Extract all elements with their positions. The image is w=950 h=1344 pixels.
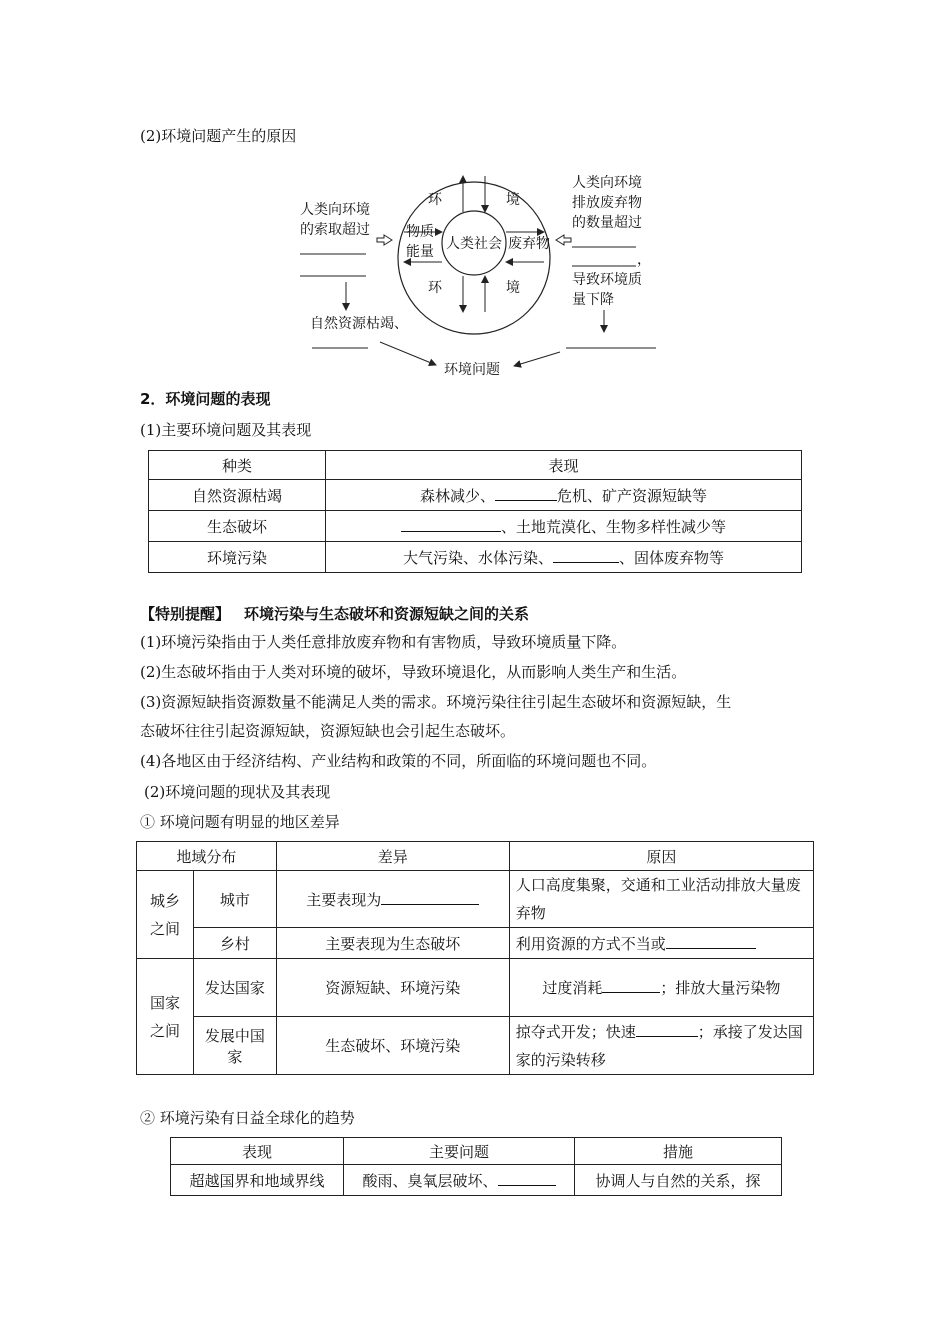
regional-diff-table <box>136 841 814 1075</box>
tip-paragraph: (4)各地区由于经济结构、产业结构和政策的不同，所面临的环境问题也不同。 <box>140 752 657 770</box>
causes-diagram <box>0 0 950 390</box>
table-cell: 人口高度集聚，交通和工业活动排放大量废弃物 <box>509 871 813 928</box>
tip-heading <box>140 604 529 624</box>
arrow <box>377 235 392 245</box>
section-heading-performance: 2．环境问题的表现 <box>140 390 271 408</box>
right-text: 人类向环境 <box>572 175 642 191</box>
right-text: ， <box>637 252 651 268</box>
ring-label: 环 <box>428 280 442 296</box>
table-cell: 主要表现为生态破坏 <box>276 928 509 959</box>
subheading-regional-diff: ① 环境问题有明显的地区差异 <box>140 813 340 831</box>
center-label: 人类社会 <box>446 236 502 252</box>
table-row <box>171 1165 782 1196</box>
main-problems-table <box>148 450 802 573</box>
tip-label: 【特别提醒】 <box>140 605 231 623</box>
table-cell: 发达国家 <box>194 959 277 1017</box>
table-header: 主要问题 <box>344 1138 575 1165</box>
table-cell: 国家之间 <box>137 959 194 1075</box>
tip-paragraph: (1)环境污染指由于人类任意排放废弃物和有害物质，导致环境质量下降。 <box>140 633 627 651</box>
table-row <box>137 928 814 959</box>
bottom-left-text: 自然资源枯竭、 <box>310 316 408 332</box>
tip-paragraph: 态破坏往往引起资源短缺，资源短缺也会引起生态破坏。 <box>140 722 516 740</box>
table-cell: 大气污染、水体污染、 、固体废弃物等 <box>326 542 802 573</box>
tip-paragraph: (2)生态破坏指由于人类对环境的破坏，导致环境退化，从而影响人类生产和生活。 <box>140 663 687 681</box>
ring-label: 环 <box>428 192 442 208</box>
table-row <box>137 1017 814 1075</box>
table-cell: 环境污染 <box>149 542 326 573</box>
right-text: 量下降 <box>572 292 614 308</box>
arrow <box>514 352 560 366</box>
ring-label: 境 <box>506 280 520 296</box>
table-cell: 发展中国家 <box>194 1017 277 1075</box>
table-cell: 酸雨、臭氧层破坏、 <box>344 1165 575 1196</box>
table-cell: 资源短缺、环境污染 <box>276 959 509 1017</box>
ring-label: 境 <box>506 192 520 208</box>
inner-right-label: 废弃物 <box>508 236 550 252</box>
table-header: 差异 <box>276 842 509 871</box>
table-cell: 自然资源枯竭 <box>149 480 326 511</box>
right-text: 的数量超过 <box>572 215 642 231</box>
table-row <box>137 871 814 928</box>
table-row <box>149 480 802 511</box>
globalization-table <box>170 1137 782 1196</box>
table-header: 表现 <box>326 451 802 480</box>
table-header: 地域分布 <box>137 842 277 871</box>
table-header: 表现 <box>171 1138 344 1165</box>
table-cell: 过度消耗 ；排放大量污染物 <box>509 959 813 1017</box>
table-cell: 协调人与自然的关系，探 <box>575 1165 782 1196</box>
tip-paragraph: (3)资源短缺指资源数量不能满足人类的需求。环境污染往往引起生态破坏和资源短缺，生 <box>140 693 732 711</box>
bottom-center-text: 环境问题 <box>444 362 500 378</box>
left-text: 的索取超过 <box>300 222 370 238</box>
left-text: 人类向环境 <box>300 202 370 218</box>
section-heading-status: (2)环境问题的现状及其表现 <box>144 783 331 801</box>
table-cell: 主要表现为 <box>276 871 509 928</box>
right-text: 排放废弃物 <box>572 195 642 211</box>
table-row <box>137 959 814 1017</box>
table-cell: 城乡之间 <box>137 871 194 959</box>
table-cell: 森林减少、 危机、矿产资源短缺等 <box>326 480 802 511</box>
table-header: 原因 <box>509 842 813 871</box>
subheading-main-problems: (1)主要环境问题及其表现 <box>140 421 312 439</box>
right-text: 导致环境质 <box>572 272 642 288</box>
table-cell: 超越国界和地域界线 <box>171 1165 344 1196</box>
table-row <box>149 511 802 542</box>
table-header: 措施 <box>575 1138 782 1165</box>
table-header: 种类 <box>149 451 326 480</box>
table-row <box>149 542 802 573</box>
subheading-globalization: ② 环境污染有日益全球化的趋势 <box>140 1109 355 1127</box>
table-cell: 乡村 <box>194 928 277 959</box>
tip-title: 环境污染与生态破坏和资源短缺之间的关系 <box>244 605 530 623</box>
arrow <box>556 235 571 245</box>
section-heading-causes: (2)环境问题产生的原因 <box>140 127 297 145</box>
table-cell: 城市 <box>194 871 277 928</box>
table-cell: 利用资源的方式不当或 <box>509 928 813 959</box>
inner-left-label: 物质 <box>406 224 434 240</box>
table-cell: 掠夺式开发；快速 ；承接了发达国家的污染转移 <box>509 1017 813 1075</box>
table-cell: 、土地荒漠化、生物多样性减少等 <box>326 511 802 542</box>
inner-left-label: 能量 <box>406 244 434 260</box>
arrow <box>380 342 436 365</box>
table-cell: 生态破坏、环境污染 <box>276 1017 509 1075</box>
table-cell: 生态破坏 <box>149 511 326 542</box>
